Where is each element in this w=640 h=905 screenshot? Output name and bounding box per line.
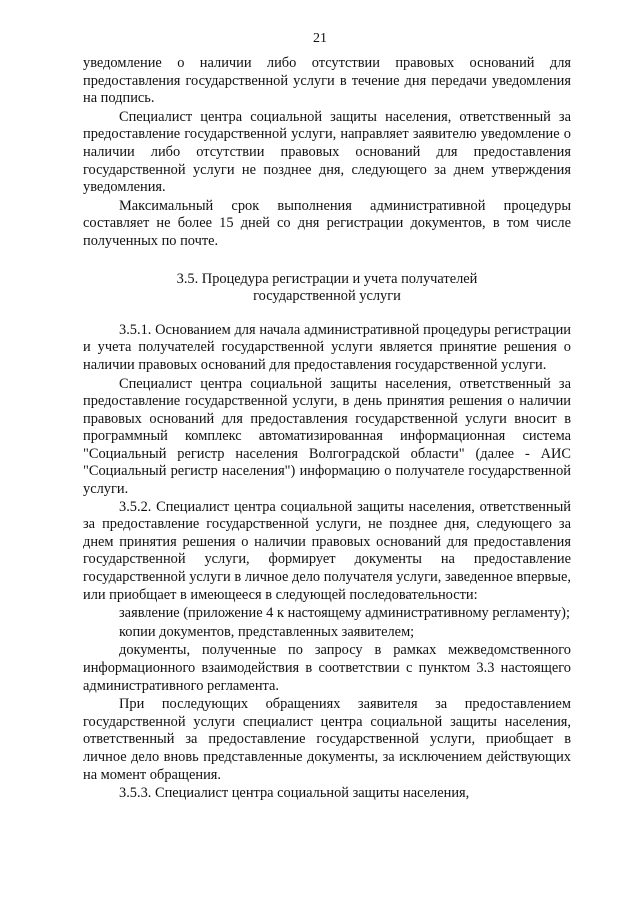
section-title — [83, 271, 571, 306]
list-item-interagency-documents: документы, полученные по запросу в рамках межведомственного информационного взаимодействия в соответствии с пунктом 3.3 настоящего административного регламента. — [83, 642, 571, 694]
list-item-application: заявление (приложение 4 к настоящему административному регламенту); — [119, 605, 570, 622]
document-body — [83, 55, 571, 803]
section-title-line-1: 3.5. Процедура регистрации и учета получателей — [176, 270, 478, 287]
list-item-document-copies: копии документов, представленных заявителем; — [119, 623, 415, 640]
page-number: 21 — [313, 31, 327, 46]
paragraph-notification-sending: Специалист центра социальной защиты населения, ответственный за предоставление государственной услуги, направляет заявителю уведомление о наличии либо отсутствии правовых оснований для предоставления государственной услуги не позднее дня, следующего за днем утверждения уведомления. — [83, 108, 571, 196]
paragraph-repeat-requests: При последующих обращениях заявителя за предоставлением государственной услуги специалист центра социальной защиты населения, ответственный за предоставление государственной услуги, приобщает в личное дело вновь представленные документы, за исключением действующих на момент обращения. — [83, 696, 571, 783]
paragraph-ais-registration: Специалист центра социальной защиты населения, ответственный за предоставление государственной услуги, в день принятия решения о наличии правовых оснований для предоставления государственной услуги вносит в программный комплекс автоматизированная информационная система "Социальный регистр населения Волгоградской области" (далее - АИС "Социальный регистр населения") информацию о получателе государственной услуги. — [83, 375, 571, 498]
paragraph-3-5-3: 3.5.3. Специалист центра социальной защиты населения, — [119, 785, 470, 802]
paragraph-continuation: уведомление о наличии либо отсутствии правовых оснований для предоставления государственной услуги в течение дня передачи уведомления на подпись. — [83, 55, 571, 107]
paragraph-3-5-1: 3.5.1. Основанием для начала административной процедуры регистрации и учета получателей государственной услуги является принятие решения о наличии правовых оснований для предоставления государственной услуги. — [83, 321, 571, 373]
paragraph-3-5-2: 3.5.2. Специалист центра социальной защиты населения, ответственный за предоставление государственной услуги, не позднее дня, следующего за днем принятия решения о наличии правовых оснований для предоставления государственной услуги, формирует документы на предоставление государственной услуги в личное дело получателя услуги, заведенное впервые, или приобщает в имеющееся в следующей последовательности: — [83, 498, 571, 603]
paragraph-max-period: Максимальный срок выполнения административной процедуры составляет не более 15 дней со дня регистрации документов, в том числе полученных по почте. — [83, 197, 571, 249]
section-title-line-2: государственной услуги — [253, 288, 401, 305]
